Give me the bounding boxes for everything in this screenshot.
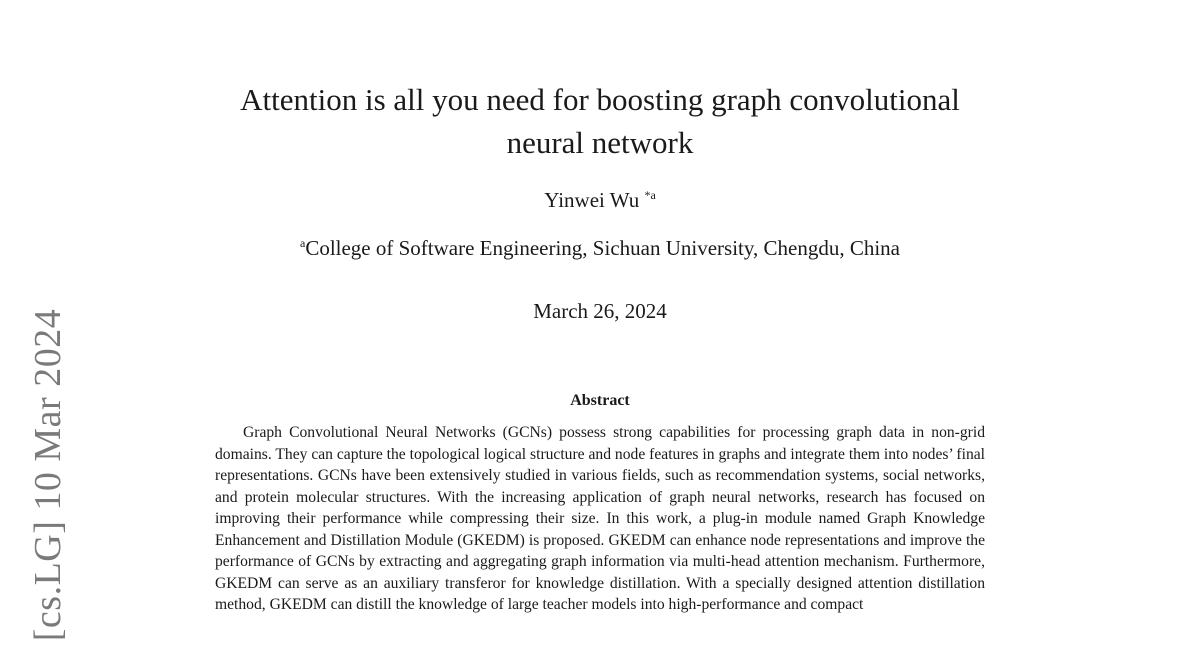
affiliation-line: [150, 234, 1050, 262]
author-line: [200, 186, 1000, 214]
affiliation-text: College of Software Engineering, Sichuan University, Chengdu, China: [305, 236, 900, 260]
author-name: Yinwei Wu: [544, 188, 640, 212]
arxiv-sidebar-stamp: [cs.LG] 10 Mar 2024: [27, 308, 69, 642]
abstract-heading: Abstract: [570, 392, 630, 409]
affiliation-mark: a: [299, 236, 306, 250]
paper-date: March 26, 2024: [533, 299, 667, 323]
abstract-text: Graph Convolutional Neural Networks (GCNs) possess strong capabilities for processing graph data in non-grid domains. They can capture the topological logical structure and node features in graphs and integrate them into nodes’ final representations. GCNs have been extensively studied in various fields, such as recommendation systems, social networks, and protein molecular structures. With the increasing application of graph neural networks, research has focused on improving their performance while compressing their size. In this work, a plug-in module named Graph Knowledge Enhancement and Distillation Module (GKEDM) is proposed. GKEDM can enhance node representations and improve the performance of GCNs by extracting and aggregating graph information via multi-head attention mechanism. Furthermore, GKEDM can serve as an auxiliary transferor for knowledge distillation. With a specially designed attention distillation method, GKEDM can distill the knowledge of large teacher models into high-performance and compact: [215, 424, 985, 613]
paper-title: Attention is all you need for boosting graph convolutional neural network: [240, 82, 960, 160]
author-marks: *a: [644, 188, 656, 202]
